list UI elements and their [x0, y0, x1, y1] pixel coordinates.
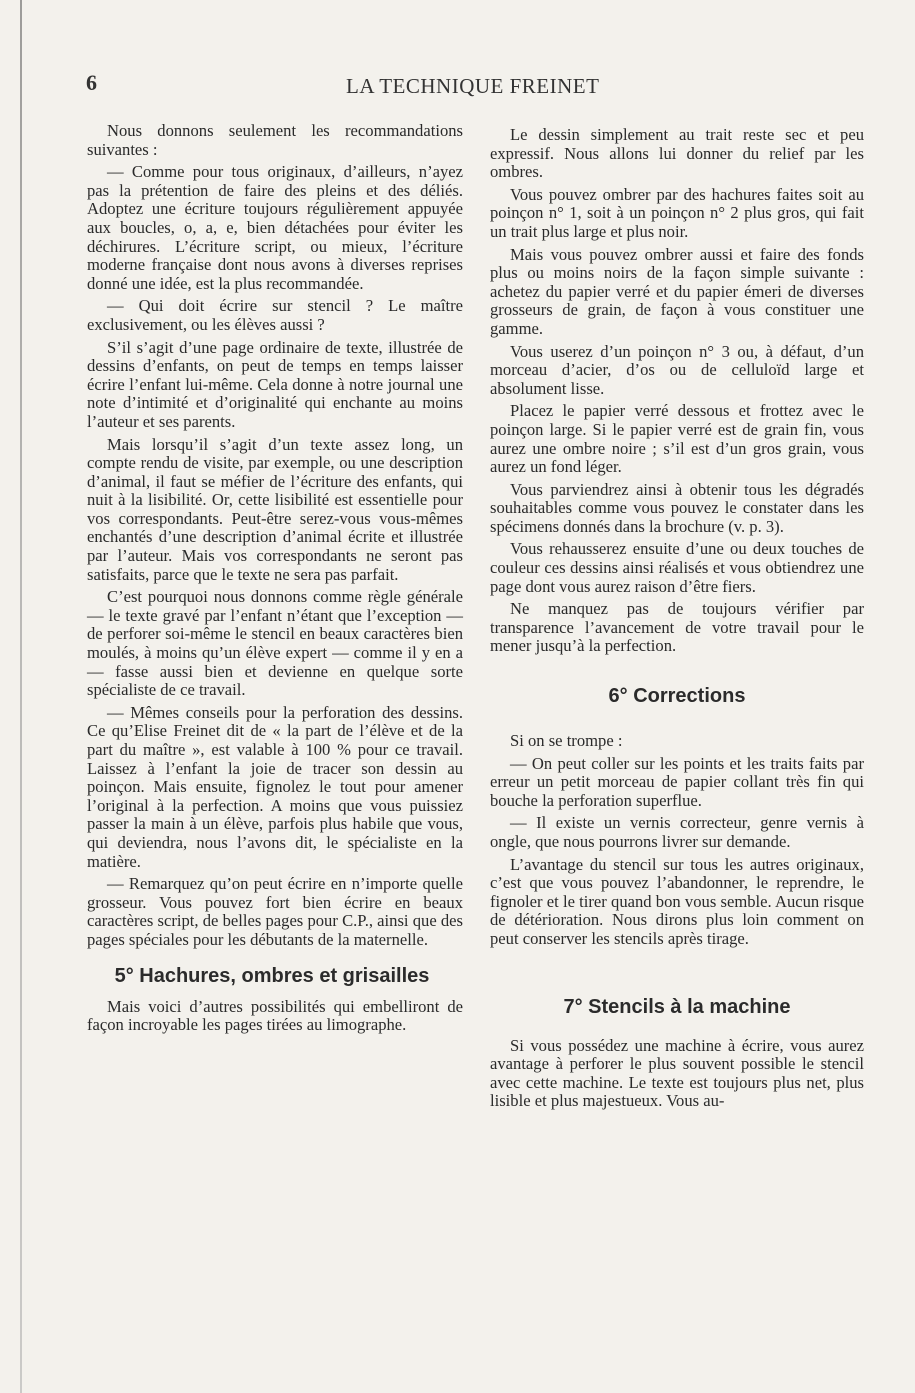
section-heading-corrections: 6° Corrections — [608, 685, 746, 708]
paragraph: Placez le papier verré dessous et frottez avec le poinçon large. Si le papier verré est de grain fin, vous aurez une ombre noire ; s’il est d’un gros grain, vous aurez un fond léger. — [490, 401, 864, 477]
paragraph: C’est pourquoi nous donnons comme règle générale — le texte gravé par l’enfant n’étant que l’exception — de perforer soi-même le stencil en beaux caractères bien moulés, à moins qu’un élève expert — comme il y en a — fasse aussi bien et devienne en quelque sorte spécialiste de ce travail. — [87, 587, 463, 700]
paragraph: Mais vous pouvez ombrer aussi et faire des fonds plus ou moins noirs de la façon simple suivante : achetez du papier verré et du papier émeri de diverses grosseurs de grain, de façon à vous constituer une gamme. — [490, 244, 864, 338]
right-column — [490, 126, 864, 1115]
paragraph: — On peut coller sur les points et les traits faits par erreur un petit morceau de papier collant très fin qui bouche la perforation superflue. — [490, 753, 864, 810]
paragraph: — Comme pour tous originaux, d’ailleurs, n’ayez pas la prétention de faire des pleins et des déliés. Adoptez une écriture toujours régulièrement appuyée aux boucles, o, a, e, bien détachées pour éviter les déchirures. L’écriture script, ou mieux, l’écriture moderne française dont nous avons à diverses reprises donné une idée, est la plus recommandée. — [87, 162, 463, 293]
paragraph: — Remarquez qu’on peut écrire en n’importe quelle grosseur. Vous pouvez fort bien écrire en beaux caractères script, de belles pages pour C.P., ainsi que des pages spéciales pour les débutants de la maternelle. — [87, 874, 463, 949]
left-column — [87, 122, 463, 1039]
paragraph: Si vous possédez une machine à écrire, vous aurez avantage à perforer le plus souvent possible le stencil avec cette machine. Le texte est toujours plus net, plus lisible et plus majestueux. Vous au- — [490, 1035, 864, 1111]
paragraph: S’il s’agit d’une page ordinaire de texte, illustrée de dessins d’enfants, on peut de temps en temps laisser écrire l’enfant lui-même. Cela donne à notre journal une note d’intimité et d’originalité qui enchante au moins l’auteur et ses parents. — [87, 337, 463, 431]
section-heading-hachures: 5° Hachures, ombres et grisailles — [114, 964, 430, 987]
paragraph: — Mêmes conseils pour la perforation des dessins. Ce qu’Elise Freinet dit de « la part de l’élève et de la part du maître », est valable à 100 % pour ce travail. Laissez à l’enfant la joie de tracer son dessin au poinçon. Mais ensuite, fignolez le tout pour amener l’original à la perfection. A moins que vous puissiez passer la main à un élève, parfois plus habile que vous, qui deviendra, nous l’avons dit, le spécialiste en la matière. — [87, 702, 463, 871]
paragraph: Vous pouvez ombrer par des hachures faites soit au poinçon n° 1, soit à un poinçon n° 2 plus gros, qui fait un trait plus large et plus noir. — [490, 184, 864, 241]
paragraph: Vous userez d’un poinçon n° 3 ou, à défaut, d’un morceau d’acier, d’os ou de celluloïd large et absolument lisse. — [490, 341, 864, 398]
paragraph: Le dessin simplement au trait reste sec et peu expressif. Nous allons lui donner du relief par les ombres. — [490, 125, 864, 182]
paragraph: Ne manquez pas de toujours vérifier par transparence l’avancement de votre travail pour le mener jusqu’à la perfection. — [490, 599, 864, 656]
paragraph: Nous donnons seulement les recommandations suivantes : — [87, 121, 463, 159]
page-number: 6 — [86, 70, 97, 95]
paragraph: Vous parviendrez ainsi à obtenir tous les dégradés souhaitables comme vous pouvez le constater dans les spécimens donnés dans la brochure (v. p. 3). — [490, 479, 864, 536]
running-title: LA TECHNIQUE FREINET — [346, 74, 600, 98]
paragraph: L’avantage du stencil sur tous les autres originaux, c’est que vous pouvez l’abandonner, le reprendre, le fignoler et le tirer quand bon vous semble. Aucun risque de détérioration. Nous dirons plus loin comment on peut conserver les stencils après tirage. — [490, 854, 864, 948]
page-edge-line — [20, 0, 22, 1393]
paragraph: — Qui doit écrire sur stencil ? Le maître exclusivement, ou les élèves aussi ? — [87, 296, 463, 334]
paragraph: Mais voici d’autres possibilités qui embelliront de façon incroyable les pages tirées au limographe. — [87, 996, 463, 1035]
paragraph: Mais lorsqu’il s’agit d’un texte assez long, un compte rendu de visite, par exemple, ou une description d’animal, il faut se méfier de l’écriture des enfants, qui nuit à la lisibilité. Or, cette lisibilité est essentielle pour vos correspondants. Peut-être serez-vous vous-mêmes enchantés d’une description d’animal écrite et illustrée par l’auteur. Mais vos correspondants ne seront pas satisfaits, parce que le texte ne sera pas parfait. — [87, 434, 463, 584]
paragraph: Vous rehausserez ensuite d’une ou deux touches de couleur ces dessins ainsi réalisés et vous obtiendrez une page dont vous aurez raison d’être fiers. — [490, 539, 864, 596]
paragraph: Si on se trompe : — [510, 731, 623, 751]
paragraph: — Il existe un vernis correcteur, genre vernis à ongle, que nous pourrons livrer sur demande. — [490, 813, 864, 851]
section-heading-stencils-machine: 7° Stencils à la machine — [563, 995, 791, 1018]
